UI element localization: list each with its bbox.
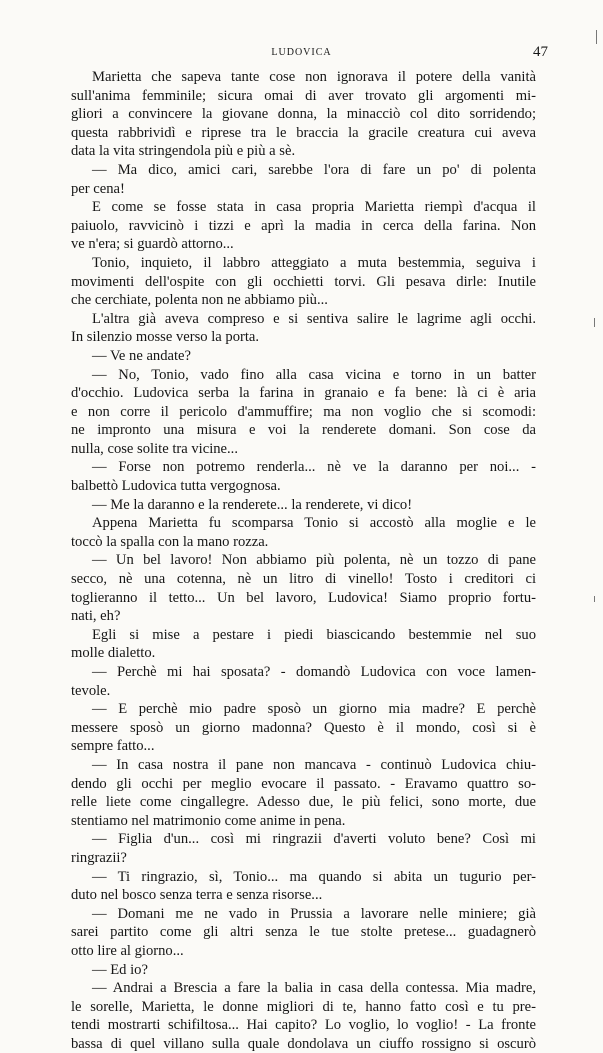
running-head: LUDOVICA	[271, 47, 332, 58]
text-line: paiuolo, ravvicinò i tizzi e aprì la madia in cerca della farina. Non	[71, 217, 536, 234]
text-line: — Ed io?	[92, 961, 148, 978]
text-line: toglieranno il tetto... Un bel lavoro, Ludovica! Siamo proprio fortu-	[71, 589, 536, 606]
text-line: ne impronto una misura e voi la renderete domani. Son cose da	[71, 422, 536, 439]
text-line: — In casa nostra il pane non mancava - continuò Ludovica chiu-	[92, 756, 536, 773]
text-line: d'occhio. Ludovica serba la farina in granaio e fa bene: là ci è aria	[71, 385, 536, 402]
text-line: messere sposò un giorno madonna? Questo è il mondo, così si è	[71, 719, 536, 736]
text-line: nati, eh?	[71, 608, 121, 625]
text-line: tevole.	[71, 682, 111, 699]
text-line: — E perchè mio padre sposò un giorno mia madre? E perchè	[92, 701, 536, 718]
text-line: — Perchè mi hai sposata? - domandò Ludovica con voce lamen-	[92, 664, 536, 680]
text-line: — Andrai a Brescia a fare la balia in casa della contessa. Mia madre,	[92, 980, 536, 997]
text-line: che cerchiate, polenta non ne abbiamo più...	[71, 292, 328, 309]
text-line: relle liete come cingallegre. Adesso due, le più felici, sono morte, due	[71, 794, 536, 811]
text-line: stentiamo nel matrimonio come anime in pena.	[71, 812, 346, 829]
right-edge-mark	[594, 318, 595, 327]
text-line: nulla, cose solite tra vicine...	[71, 440, 238, 457]
text-line: dendo gli occhi per meglio evocare il passato. - Eravamo quattro so-	[71, 775, 536, 792]
text-line: sarei partito come gli altri senza le tue stolte pretese... guadagnerò	[71, 924, 536, 941]
text-line: secco, nè una cotenna, nè un litro di vinello! Tosto i creditori ci	[71, 571, 536, 588]
text-line: balbettò Ludovica tutta vergognosa.	[71, 478, 281, 495]
text-line: questa rabbrividì e riprese tra le braccia la gracile creatura cui aveva	[71, 124, 536, 141]
text-line: — Ti ringrazio, sì, Tonio... ma quando si abita un tugurio per-	[92, 868, 536, 885]
text-line: toccò la spalla con la mano rozza.	[71, 533, 269, 550]
text-line: per cena!	[71, 180, 125, 197]
text-line: tendi mostrarti schifiltosa... Hai capito? Lo voglio, lo voglio! - La fronte	[71, 1017, 536, 1034]
text-line: — No, Tonio, vado fino alla casa vicina e torno in un batter	[92, 366, 536, 383]
text-line: — Forse non potremo renderla... nè ve la daranno per noi... -	[92, 459, 536, 476]
text-line: e non corre il pericolo d'ammuffire; ma non voglio che si scomodi:	[71, 403, 536, 420]
text-line: — Ma dico, amici cari, sarebbe l'ora di fare un po' di polenta	[92, 161, 536, 178]
text-line: ringrazii?	[71, 849, 127, 866]
text-line: gliori a convincere la giovane donna, la minacciò col dito sorridendo;	[71, 106, 536, 123]
text-line: ve n'era; si guardò attorno...	[71, 236, 234, 253]
text-line: movimenti dell'ospite con gli occhietti torvi. Gli pesava dirle: Inutile	[71, 273, 536, 290]
text-line: — Domani me ne vado in Prussia a lavorare nelle miniere; già	[92, 905, 536, 922]
right-edge-mark	[596, 30, 597, 44]
text-line: Tonio, inquieto, il labbro atteggiato a muta bestemmia, seguiva i	[92, 254, 536, 271]
text-line: — Me la daranno e la renderete... la renderete, vi dico!	[92, 496, 413, 513]
text-line: bassa di quel villano sulla quale dondolava un ciuffo rossigno si oscurò	[71, 1035, 536, 1052]
text-line: L'altra già aveva compreso e si sentiva salire le lagrime agli occhi.	[92, 310, 536, 327]
body-text	[71, 68, 536, 1053]
text-line: data la vita stringendola più e più a sè.	[71, 143, 296, 160]
text-line: otto lire al giorno...	[71, 942, 184, 959]
text-line: Marietta che sapeva tante cose non ignorava il potere della vanità	[92, 69, 536, 85]
text-line: sempre fatto...	[71, 738, 155, 755]
right-edge-mark	[594, 596, 595, 602]
text-line: — Ve ne andate?	[92, 347, 192, 364]
text-line: — Un bel lavoro! Non abbiamo più polenta, nè un tozzo di pane	[92, 552, 536, 569]
text-line: Appena Marietta fu scomparsa Tonio si accostò alla moglie e le	[92, 515, 536, 532]
text-line: duto nel bosco senza terra e senza risorse...	[71, 887, 323, 904]
text-line: sull'anima femminile; sicura omai di aver trovato gli argomenti mi-	[71, 87, 536, 104]
text-line: molle dialetto.	[71, 645, 156, 662]
text-line: E come se fosse stata in casa propria Marietta riempì d'acqua il	[92, 199, 536, 216]
text-line: Egli si mise a pestare i piedi biascicando bestemmie nel suo	[92, 626, 536, 643]
text-line: — Figlia d'un... così mi ringrazii d'averti voluto bene? Così mi	[92, 831, 536, 848]
text-line: le sorelle, Marietta, le donne migliori di te, hanno fatto così e tu pre-	[71, 998, 536, 1015]
text-line: In silenzio mosse verso la porta.	[71, 329, 260, 346]
page-number: 47	[533, 44, 548, 60]
